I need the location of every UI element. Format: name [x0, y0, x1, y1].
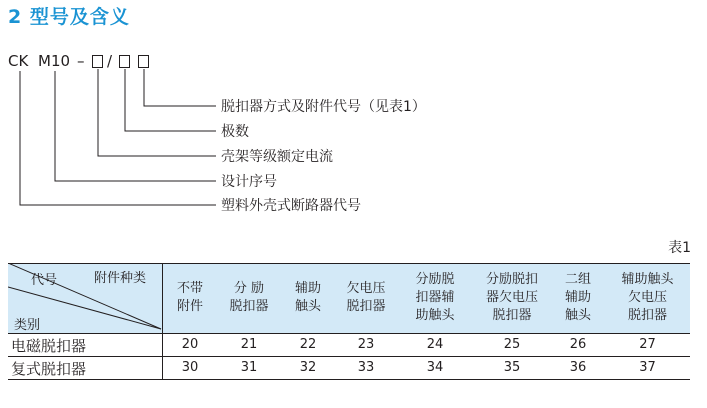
desc-code: 塑料外壳式断路器代号 [221, 198, 361, 214]
accessory-code-table [8, 263, 690, 380]
corner-category-label: 类别 [14, 318, 41, 333]
header-no-accessory: 不带 附件 [176, 281, 203, 314]
header-undervoltage-release: 欠电压 脱扣器 [346, 281, 386, 314]
table-cell: 22 [299, 337, 317, 352]
leader-line-poles [125, 69, 216, 131]
model-frame: M10 [38, 52, 71, 70]
table-cell: 23 [357, 337, 375, 352]
leader-line-accessory [144, 69, 216, 106]
table-cell: 21 [240, 337, 258, 352]
table-cell: 30 [181, 360, 199, 375]
row-label-compound: 复式脱扣器 [11, 360, 87, 378]
desc-accessory: 脱扣器方式及附件代号（见表1） [221, 99, 426, 115]
table-cell: 31 [240, 360, 258, 375]
model-prefix: CK [8, 52, 29, 70]
desc-current: 壳架等级额定电流 [221, 149, 333, 165]
table-reference: 表1 [668, 240, 691, 256]
row-label-magnetic: 电磁脱扣器 [11, 337, 87, 355]
header-shunt-release: 分 励 脱扣器 [229, 281, 269, 314]
header-two-aux-contacts: 二组 辅助 触头 [564, 272, 591, 323]
leader-line-design [55, 71, 216, 181]
header-shunt-aux: 分励脱 扣器辅 助触头 [415, 272, 455, 323]
table-cell: 36 [569, 360, 587, 375]
table-cell: 35 [503, 360, 521, 375]
table-cell: 27 [639, 337, 656, 352]
table-cell: 33 [357, 360, 375, 375]
model-slash: / [107, 52, 113, 70]
corner-code-label: 代号 [31, 273, 58, 288]
table-cell: 24 [426, 337, 444, 352]
header-shunt-undervoltage: 分励脱扣 器欠电压 脱扣器 [485, 272, 538, 323]
header-aux-contact: 辅助 触头 [294, 281, 321, 314]
desc-poles: 极数 [221, 124, 249, 140]
desc-design: 设计序号 [221, 174, 277, 190]
table-cell: 34 [426, 360, 444, 375]
leader-line-code [20, 71, 216, 205]
table-rule-bottom [8, 379, 690, 380]
table-cell: 37 [639, 360, 656, 375]
table-cell: 25 [503, 337, 521, 352]
model-dash: – [77, 52, 85, 70]
leader-line-current [98, 69, 216, 156]
corner-accessory-label: 附件种类 [94, 271, 147, 286]
table-cell: 20 [181, 337, 199, 352]
table-cell: 32 [299, 360, 317, 375]
header-aux-undervoltage: 辅助触头 欠电压 脱扣器 [621, 272, 674, 323]
section-title: 2 型号及含义 [8, 6, 130, 28]
table-cell: 26 [569, 337, 587, 352]
